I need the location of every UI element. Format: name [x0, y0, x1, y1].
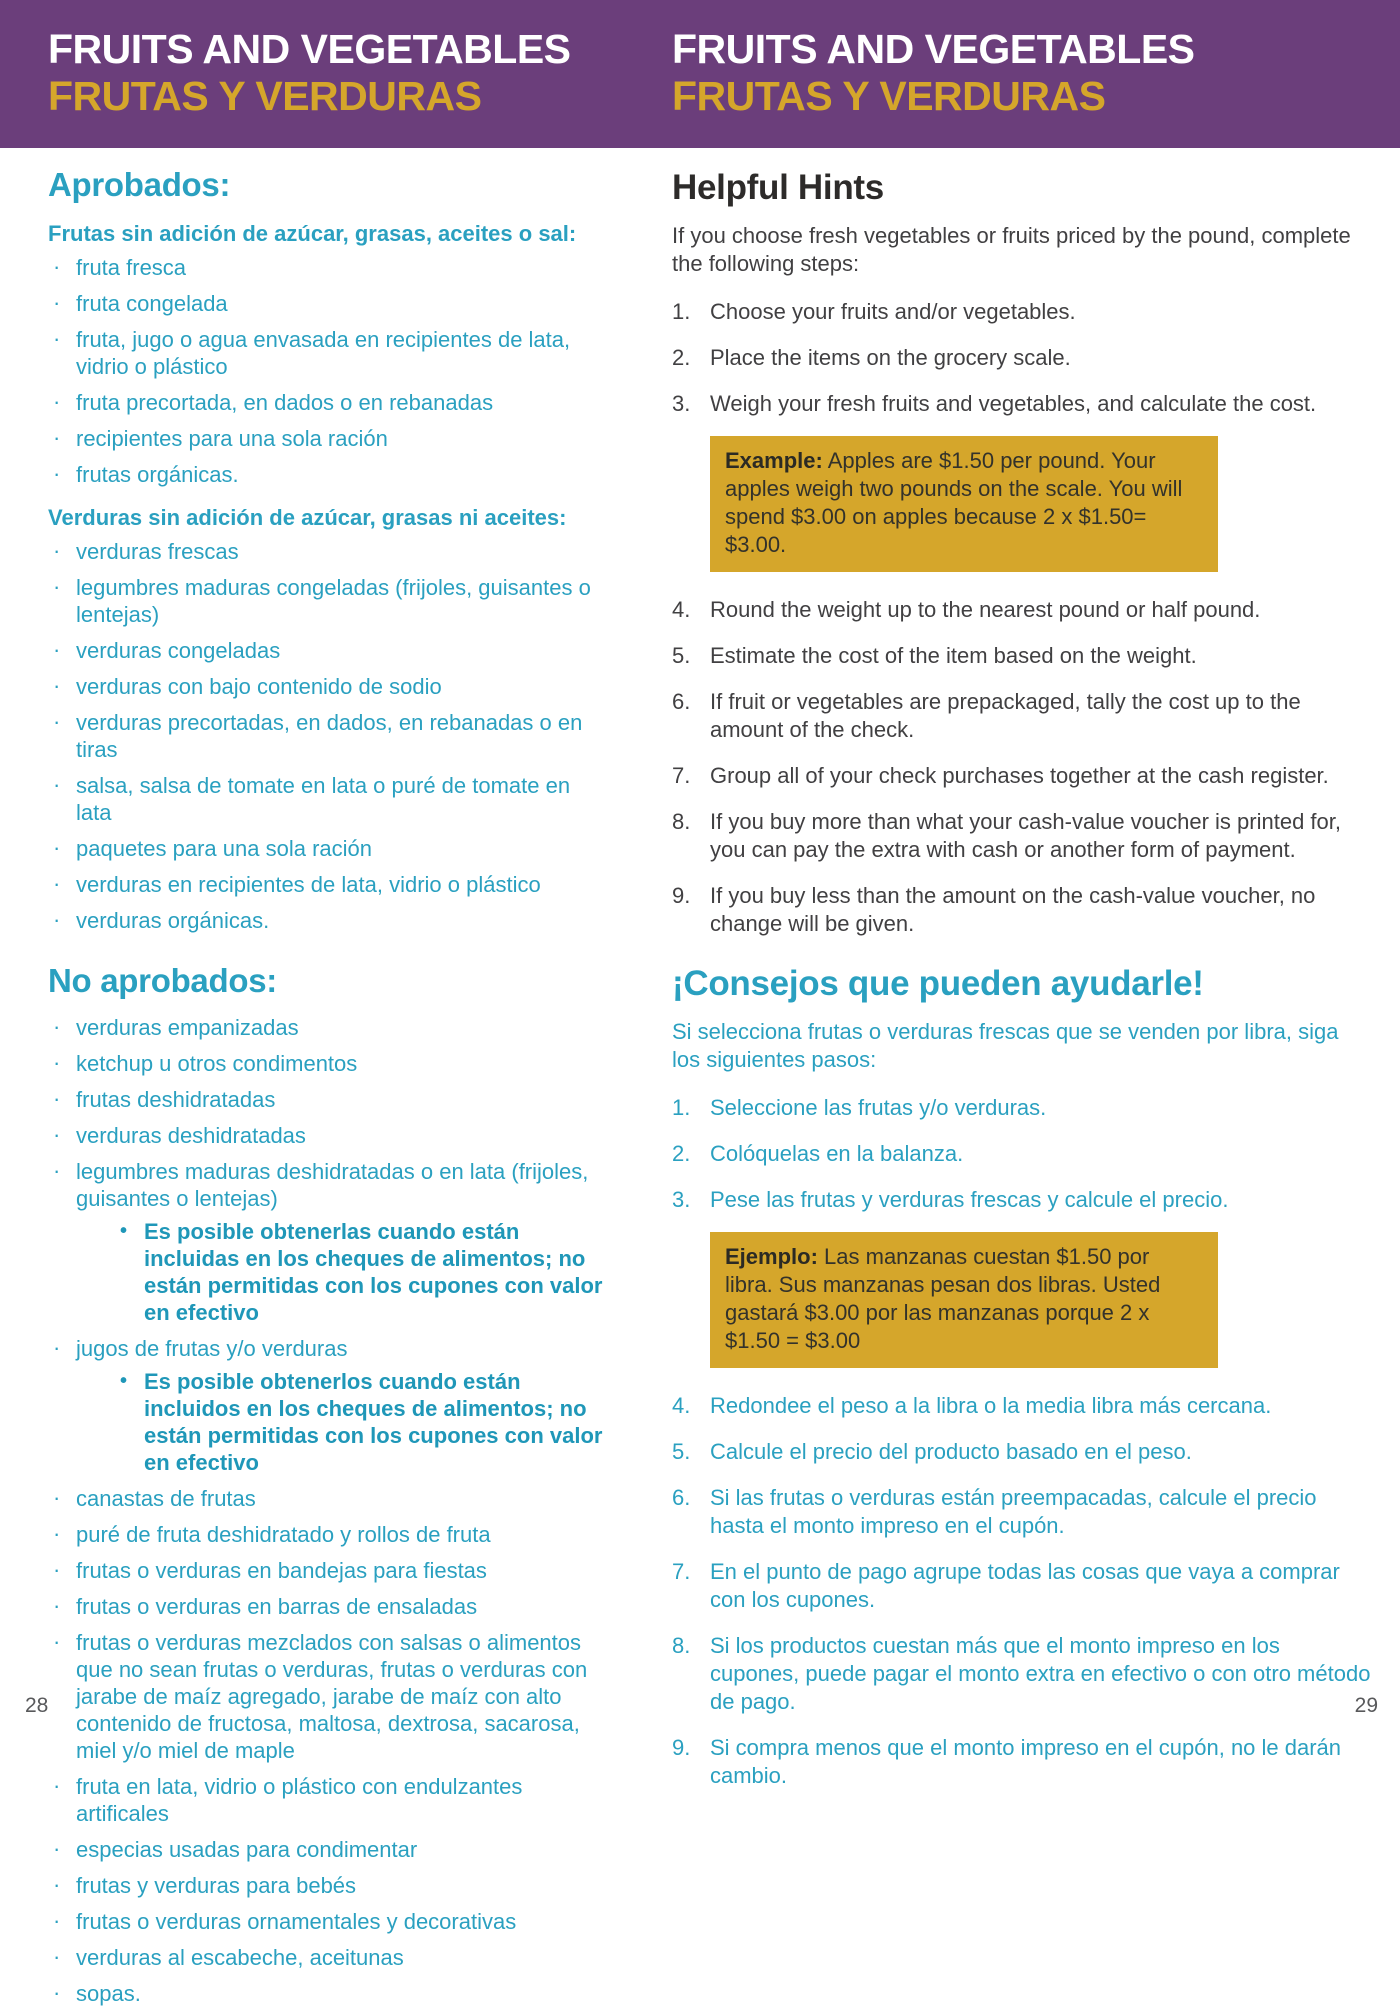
- helpful-hints-steps-4-9: [672, 596, 1372, 938]
- bullet-icon: ·: [53, 1158, 61, 1183]
- bullet-icon: ·: [53, 1086, 61, 1111]
- list-item: [48, 772, 606, 826]
- numbered-step: [672, 390, 1372, 418]
- bullet-icon: ·: [53, 538, 61, 563]
- bullet-icon: ·: [53, 772, 61, 797]
- list-item-text: frutas o verduras en bandejas para fiestas: [76, 1558, 487, 1583]
- bullet-icon: ·: [53, 1335, 61, 1360]
- list-item: [48, 1593, 606, 1620]
- bullet-icon: ·: [53, 1908, 61, 1933]
- step-text: Estimate the cost of the item based on the weight.: [710, 643, 1197, 668]
- bullet-icon: ·: [53, 709, 61, 734]
- numbered-step: [672, 1484, 1372, 1540]
- approved-group-subheading: Frutas sin adición de azúcar, grasas, aceites o sal:: [48, 221, 577, 246]
- list-item-text: verduras empanizadas: [76, 1015, 299, 1040]
- numbered-step: [672, 1392, 1372, 1420]
- step-text: Redondee el peso a la libra o la media libra más cercana.: [710, 1393, 1272, 1418]
- step-number: 7.: [672, 763, 691, 788]
- list-item: [48, 709, 606, 763]
- list-item-text: legumbres maduras deshidratadas o en lata (frijoles, guisantes o lentejas): [76, 1159, 589, 1211]
- banner-title-right-english: FRUITS AND VEGETABLES: [672, 26, 1195, 72]
- bullet-icon: ·: [53, 290, 61, 315]
- bullet-icon: ·: [53, 1593, 61, 1618]
- numbered-step: [672, 1094, 1372, 1122]
- numbered-step: [672, 1186, 1372, 1214]
- step-number: 3.: [672, 1187, 691, 1212]
- step-number: 2.: [672, 1141, 691, 1166]
- list-item: [48, 1908, 606, 1935]
- list-item-text: frutas orgánicas.: [76, 462, 239, 487]
- right-column: [672, 168, 1372, 1808]
- approved-heading: Aprobados:: [48, 166, 231, 203]
- sub-list-item: [120, 1218, 606, 1326]
- step-number: 4.: [672, 597, 691, 622]
- bullet-icon: ·: [53, 389, 61, 414]
- helpful-hints-steps-1-3: [672, 298, 1372, 418]
- bullet-icon: ·: [53, 673, 61, 698]
- list-item: [48, 574, 606, 628]
- step-number: 5.: [672, 1439, 691, 1464]
- sub-list-item-text: Es posible obtenerlas cuando están incluidas en los cheques de alimentos; no están permitidas con los cupones con valor en efectivo: [144, 1219, 603, 1325]
- list-item: [48, 290, 606, 317]
- bullet-icon: ·: [53, 835, 61, 860]
- numbered-step: [672, 688, 1372, 744]
- step-text: Si los productos cuestan más que el monto impreso en los cupones, puede pagar el monto extra en efectivo o con otro método de pago.: [710, 1633, 1371, 1714]
- list-item-text: fruta en lata, vidrio o plástico con endulzantes artificales: [76, 1774, 523, 1826]
- step-text: If you buy less than the amount on the cash-value voucher, no change will be given.: [710, 883, 1316, 936]
- approved-group-subheading: Verduras sin adición de azúcar, grasas ni aceites:: [48, 505, 567, 530]
- list-item: [48, 1872, 606, 1899]
- sub-bullet-icon: •: [120, 1220, 128, 1242]
- step-text: Si las frutas o verduras están preempacadas, calcule el precio hasta el monto impreso en el cupón.: [710, 1485, 1317, 1538]
- step-number: 6.: [672, 689, 691, 714]
- approved-group: [48, 220, 606, 488]
- step-text: Seleccione las frutas y/o verduras.: [710, 1095, 1047, 1120]
- example-box-spanish: [710, 1232, 1218, 1368]
- consejos-heading: ¡Consejos que pueden ayudarle!: [672, 964, 1204, 1003]
- bullet-icon: ·: [53, 1050, 61, 1075]
- bullet-icon: ·: [53, 871, 61, 896]
- numbered-step: [672, 1558, 1372, 1614]
- list-item: [48, 326, 606, 380]
- helpful-hints-heading: Helpful Hints: [672, 168, 884, 207]
- bullet-icon: ·: [53, 1014, 61, 1039]
- numbered-step: [672, 298, 1372, 326]
- list-item-text: puré de fruta deshidratado y rollos de fruta: [76, 1522, 491, 1547]
- numbered-step: [672, 762, 1372, 790]
- list-item: [48, 1014, 606, 1041]
- approved-groups: [48, 220, 606, 934]
- list-item-text: frutas deshidratadas: [76, 1087, 276, 1112]
- list-item: [48, 1050, 606, 1077]
- list-item-text: jugos de frutas y/o verduras: [76, 1336, 348, 1361]
- bullet-icon: ·: [53, 1629, 61, 1654]
- bullet-icon: ·: [53, 461, 61, 486]
- list-item-text: frutas o verduras en barras de ensaladas: [76, 1594, 478, 1619]
- step-number: 6.: [672, 1485, 691, 1510]
- step-text: Pese las frutas y verduras frescas y calcule el precio.: [710, 1187, 1229, 1212]
- list-item-text: frutas o verduras ornamentales y decorativas: [76, 1909, 517, 1934]
- numbered-step: [672, 882, 1372, 938]
- page-header-banner: [0, 0, 1400, 148]
- step-text: Weigh your fresh fruits and vegetables, and calculate the cost.: [710, 391, 1317, 416]
- banner-title-right: [672, 26, 1195, 120]
- approved-group-list: [48, 538, 606, 934]
- list-item-text: fruta fresca: [76, 255, 187, 280]
- list-item: [48, 1122, 606, 1149]
- sub-list-item: [120, 1368, 606, 1476]
- list-item-text: verduras en recipientes de lata, vidrio o plástico: [76, 872, 541, 897]
- step-number: 3.: [672, 391, 691, 416]
- bullet-icon: ·: [53, 326, 61, 351]
- step-text: Choose your fruits and/or vegetables.: [710, 299, 1076, 324]
- bullet-icon: ·: [53, 1836, 61, 1861]
- consejos-steps-4-9: [672, 1392, 1372, 1790]
- step-number: 4.: [672, 1393, 691, 1418]
- page-number-right: 29: [1354, 1694, 1378, 1717]
- list-item: [48, 254, 606, 281]
- list-item: [48, 1629, 606, 1764]
- list-item-text: recipientes para una sola ración: [76, 426, 388, 451]
- banner-title-left-english: FRUITS AND VEGETABLES: [48, 26, 571, 72]
- banner-title-right-spanish: FRUTAS Y VERDURAS: [672, 73, 1106, 119]
- bullet-icon: ·: [53, 1773, 61, 1798]
- list-item: [48, 637, 606, 664]
- list-item: [48, 907, 606, 934]
- list-item: [48, 1521, 606, 1548]
- numbered-step: [672, 642, 1372, 670]
- step-number: 9.: [672, 1735, 691, 1760]
- bullet-icon: ·: [53, 907, 61, 932]
- step-number: 1.: [672, 1095, 691, 1120]
- left-column: [48, 166, 606, 2016]
- bullet-icon: ·: [53, 1122, 61, 1147]
- consejos-steps-1-3: [672, 1094, 1372, 1214]
- list-item-text: frutas y verduras para bebés: [76, 1873, 357, 1898]
- numbered-step: [672, 1140, 1372, 1168]
- list-item-text: verduras con bajo contenido de sodio: [76, 674, 442, 699]
- step-number: 7.: [672, 1559, 691, 1584]
- step-text: Calcule el precio del producto basado en el peso.: [710, 1439, 1192, 1464]
- sub-bullet-icon: •: [120, 1370, 128, 1392]
- page-number-left: 28: [25, 1694, 49, 1717]
- list-item: [48, 1836, 606, 1863]
- list-item: [48, 1773, 606, 1827]
- list-item-text: sopas.: [76, 1981, 141, 2006]
- bullet-icon: ·: [53, 1944, 61, 1969]
- list-item: [48, 1557, 606, 1584]
- step-text: If you buy more than what your cash-value voucher is printed for, you can pay the extra with cash or another form of payment.: [710, 809, 1341, 862]
- list-item-text: salsa, salsa de tomate en lata o puré de tomate en lata: [76, 773, 571, 825]
- list-item-text: verduras orgánicas.: [76, 908, 270, 933]
- list-item: [48, 835, 606, 862]
- bullet-icon: ·: [53, 637, 61, 662]
- list-item-text: ketchup u otros condimentos: [76, 1051, 358, 1076]
- list-item-text: verduras frescas: [76, 539, 239, 564]
- example-text: Apples are $1.50 per pound. Your apples weigh two pounds on the scale. You will spend $3.00 on apples because 2 x $1.50= $3.00.: [725, 448, 1183, 557]
- step-number: 5.: [672, 643, 691, 668]
- approved-group: [48, 504, 606, 934]
- step-text: If fruit or vegetables are prepackaged, tally the cost up to the amount of the check.: [710, 689, 1301, 742]
- list-item-text: verduras precortadas, en dados, en rebanadas o en tiras: [76, 710, 583, 762]
- step-number: 1.: [672, 299, 691, 324]
- numbered-step: [672, 808, 1372, 864]
- list-item-text: verduras deshidratadas: [76, 1123, 306, 1148]
- list-item-text: paquetes para una sola ración: [76, 836, 372, 861]
- numbered-step: [672, 596, 1372, 624]
- bullet-icon: ·: [53, 574, 61, 599]
- numbered-step: [672, 1438, 1372, 1466]
- step-number: 9.: [672, 883, 691, 908]
- list-item-text: fruta precortada, en dados o en rebanadas: [76, 390, 494, 415]
- list-item: [48, 461, 606, 488]
- step-number: 8.: [672, 1633, 691, 1658]
- list-item-text: fruta, jugo o agua envasada en recipientes de lata, vidrio o plástico: [76, 327, 571, 379]
- bullet-icon: ·: [53, 254, 61, 279]
- step-text: Round the weight up to the nearest pound or half pound.: [710, 597, 1261, 622]
- list-item-text: legumbres maduras congeladas (frijoles, guisantes o lentejas): [76, 575, 591, 627]
- list-item: [48, 425, 606, 452]
- list-item: [48, 871, 606, 898]
- list-item-text: fruta congelada: [76, 291, 228, 316]
- bullet-icon: ·: [53, 1980, 61, 2005]
- list-item: [48, 1158, 606, 1326]
- example-label: Ejemplo:: [725, 1244, 818, 1269]
- bullet-icon: ·: [53, 1557, 61, 1582]
- list-item-text: especias usadas para condimentar: [76, 1837, 418, 1862]
- list-item: [48, 1335, 606, 1476]
- list-item: [48, 538, 606, 565]
- step-number: 2.: [672, 345, 691, 370]
- bullet-icon: ·: [53, 1485, 61, 1510]
- numbered-step: [672, 344, 1372, 372]
- example-text: Las manzanas cuestan $1.50 por libra. Sus manzanas pesan dos libras. Usted gastará $3.00 por las manzanas porque 2 x $1.50 = $3.00: [725, 1244, 1161, 1353]
- numbered-step: [672, 1632, 1372, 1716]
- numbered-step: [672, 1734, 1372, 1790]
- list-item-text: frutas o verduras mezclados con salsas o alimentos que no sean frutas o verduras, frutas o verduras con jarabe de maíz agregado, jarabe de maíz con alto contenido de fructosa, maltosa, dextrosa, sacarosa, miel y/o miel de maple: [76, 1630, 588, 1763]
- example-label: Example:: [725, 448, 823, 473]
- bullet-icon: ·: [53, 1872, 61, 1897]
- step-number: 8.: [672, 809, 691, 834]
- not-approved-heading: No aprobados:: [48, 962, 277, 999]
- consejos-intro: Si selecciona frutas o verduras frescas que se venden por libra, siga los siguientes pasos:: [672, 1019, 1339, 1072]
- list-item-text: verduras al escabeche, aceitunas: [76, 1945, 404, 1970]
- list-item-sub-list: [120, 1218, 606, 1326]
- bullet-icon: ·: [53, 1521, 61, 1546]
- list-item: [48, 1086, 606, 1113]
- step-text: Si compra menos que el monto impreso en el cupón, no le darán cambio.: [710, 1735, 1342, 1788]
- list-item-sub-list: [120, 1368, 606, 1476]
- banner-title-left: [48, 26, 571, 120]
- approved-group-list: [48, 254, 606, 488]
- step-text: En el punto de pago agrupe todas las cosas que vaya a comprar con los cupones.: [710, 1559, 1340, 1612]
- bullet-icon: ·: [53, 425, 61, 450]
- list-item: [48, 389, 606, 416]
- not-approved-list: [48, 1014, 606, 2007]
- step-text: Group all of your check purchases together at the cash register.: [710, 763, 1329, 788]
- list-item-text: verduras congeladas: [76, 638, 281, 663]
- sub-list-item-text: Es posible obtenerlos cuando están incluidos en los cheques de alimentos; no están permitidas con los cupones con valor en efectivo: [144, 1369, 603, 1475]
- banner-title-left-spanish: FRUTAS Y VERDURAS: [48, 73, 482, 119]
- list-item: [48, 1944, 606, 1971]
- helpful-hints-intro: If you choose fresh vegetables or fruits priced by the pound, complete the following steps:: [672, 223, 1351, 276]
- step-text: Place the items on the grocery scale.: [710, 345, 1071, 370]
- list-item: [48, 1980, 606, 2007]
- list-item-text: canastas de frutas: [76, 1486, 256, 1511]
- list-item: [48, 673, 606, 700]
- list-item: [48, 1485, 606, 1512]
- example-box-english: [710, 436, 1218, 572]
- step-text: Colóquelas en la balanza.: [710, 1141, 964, 1166]
